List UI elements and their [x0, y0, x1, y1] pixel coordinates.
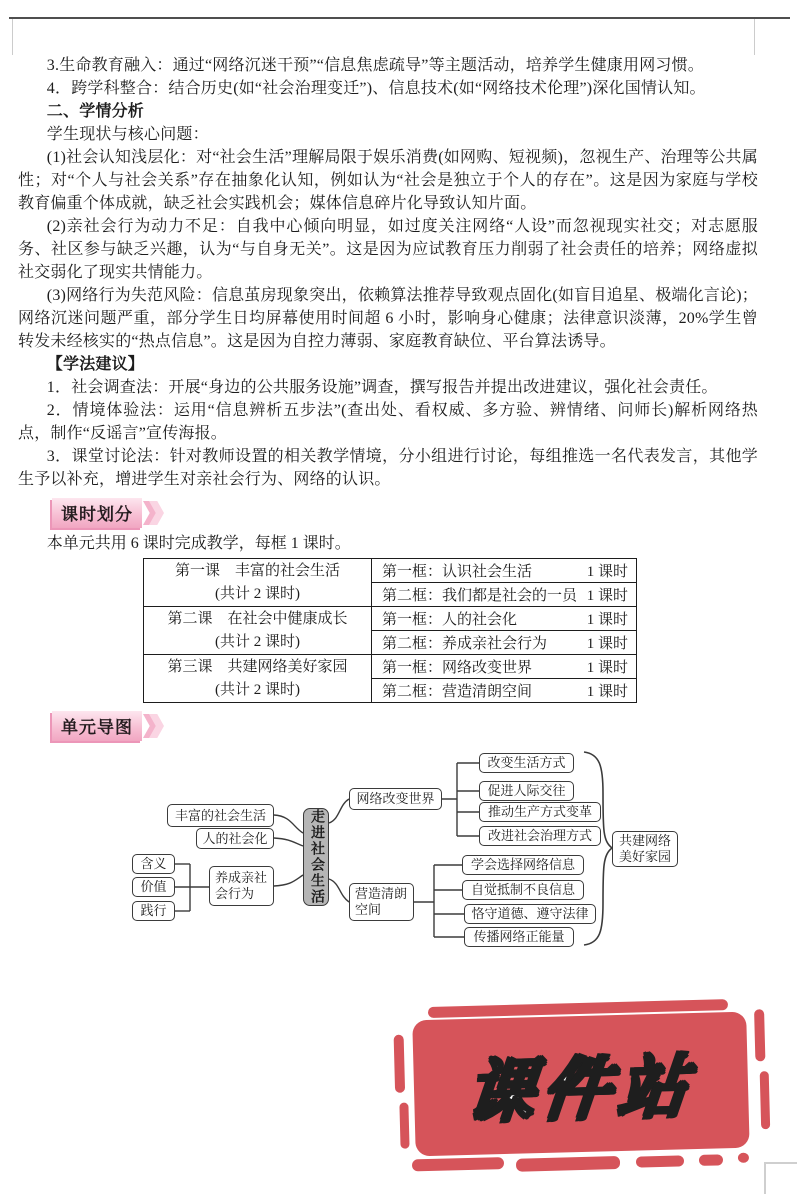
course-title: 第一课 丰富的社会生活: [174, 562, 340, 579]
frame-cell: [372, 607, 637, 631]
stamp-brush-stroke: [754, 1009, 765, 1061]
connector-curve: [274, 815, 303, 833]
frame-name: 第一框：认识社会生活: [382, 564, 533, 580]
stamp-brush-stroke: [412, 1157, 504, 1171]
stamp-brush-stroke: [760, 1071, 771, 1129]
stamp-brush-stroke: [516, 1156, 620, 1172]
node-morals-and-law: 恪守道德、遵守法律: [464, 904, 596, 924]
paragraph: 4．跨学科整合：结合历史(如“社会治理变迁”)、信息技术(如“网络技术伦理”)深化国情认知。: [46, 80, 706, 97]
course-title: 第二课 在社会中健康成长: [167, 610, 348, 627]
frame-hours: 1 课时: [586, 684, 628, 700]
courseware-stamp: [390, 997, 772, 1175]
frame-cell: [372, 583, 637, 607]
node-internet-changes-world: 网络改变世界: [349, 788, 442, 810]
node-choose-information: 学会选择网络信息: [462, 855, 584, 875]
stamp-brush-stroke: [394, 1035, 406, 1093]
node-rich-social-life: 丰富的社会生活: [167, 804, 274, 827]
node-clean-cyberspace: 营造清朗空间: [349, 883, 414, 921]
schedule-badge: [52, 499, 164, 527]
body-text: [18, 54, 758, 491]
node-value: 价值: [132, 877, 175, 897]
paragraph: 2．情境体验法：运用“信息辨析五步法”(查出处、看权威、多方验、辨情绪、问师长)解析网络热点，制作“反谣言”宣传海报。: [18, 402, 758, 442]
page-top-rule: [9, 17, 790, 19]
node-production-reform: 推动生产方式变革: [479, 802, 601, 822]
paragraph: (2)亲社会行为动力不足：自我中心倾向明显，如过度关注网络“人设”而忽视现实社交；对志愿服务、社区参与缺乏兴趣，认为“与自身无关”。这是因为应试教育压力削弱了社会责任的培养；网络虚拟社交弱化了现实共情能力。: [18, 218, 758, 281]
node-prosocial-behavior: 养成亲社会行为: [209, 866, 274, 906]
connector-line: [442, 763, 479, 836]
frame-hours: 1 课时: [586, 636, 628, 652]
frame-hours: 1 课时: [586, 660, 628, 676]
stamp-background: [412, 1012, 749, 1157]
paragraph: 3．课堂讨论法：针对教师设置的相关教学情境，分小组进行讨论，每组推选一名代表发言，其他学生予以补充，增进学生对亲社会行为、网络的认识。: [18, 448, 758, 488]
paragraph: 学生现状与核心问题：: [46, 126, 209, 143]
stamp-brush-stroke: [636, 1155, 684, 1167]
frame-name: 第一框：网络改变世界: [382, 660, 533, 676]
schedule-table: [143, 558, 637, 703]
schedule-intro: 本单元共用 6 课时完成教学，每框 1 课时。: [46, 535, 351, 552]
connector-curve: [274, 838, 303, 846]
node-build-better-cyber-home: 共建网络美好家园: [612, 831, 678, 867]
unit-map-badge: [52, 712, 164, 740]
course-cell: [144, 559, 372, 607]
node-resist-bad-info: 自觉抵制不良信息: [462, 880, 584, 900]
unit-mind-map: [95, 745, 720, 957]
frame-cell: [372, 679, 637, 703]
course-cell: [144, 655, 372, 703]
paragraph: (1)社会认知浅层化：对“社会生活”理解局限于娱乐消费(如网购、短视频)，忽视生产、治理等公共属性；对“个人与社会关系”存在抽象化认知，例如认为“社会是独立于个人的存在”。这是因为家庭与学校教育偏重个体成就，缺乏社会实践机会；媒体信息碎片化导致认知片面。: [18, 149, 758, 212]
unit-map-badge-label: 单元导图: [52, 711, 142, 741]
table-row: [144, 559, 637, 583]
table-row: [144, 655, 637, 679]
course-note: (共计 2 课时): [215, 585, 300, 602]
stamp-brush-stroke: [699, 1154, 723, 1166]
frame-name: 第二框：养成亲社会行为: [382, 636, 548, 652]
node-meaning: 含义: [132, 854, 175, 874]
frame-name: 第一框：人的社会化: [382, 612, 518, 628]
course-note: (共计 2 课时): [215, 681, 300, 698]
page-edge-right: [754, 19, 755, 55]
node-center-entering-social-life: 走进社会生活: [303, 808, 329, 906]
frame-cell: [372, 559, 637, 583]
stamp-brush-stroke: [738, 1153, 749, 1163]
text-boundary-corner: [764, 1162, 797, 1194]
paragraph: 1．社会调查法：开展“身边的公共服务设施”调查，撰写报告并提出改进建议，强化社会责任。: [46, 379, 718, 396]
frame-hours: 1 课时: [586, 564, 628, 580]
subsection-heading: 【学法建议】: [46, 356, 144, 373]
node-promote-interaction: 促进人际交往: [479, 781, 574, 801]
connector-line: [414, 865, 464, 937]
table-row: [144, 607, 637, 631]
frame-cell: [372, 655, 637, 679]
stamp-brush-stroke: [399, 1103, 409, 1149]
schedule-badge-label: 课时划分: [52, 498, 142, 528]
node-practice: 践行: [132, 901, 175, 921]
paragraph: (3)网络行为失范风险：信息茧房现象突出，依赖算法推荐导致观点固化(如盲目追星、极端化言论)；网络沉迷问题严重，部分学生日均屏幕使用时间超 6 小时，影响身心健康；法律意识淡薄，20%学生曾转发未经核实的“热点信息”。这是因为自控力薄弱、家庭教育缺位、平台算法诱导。: [18, 287, 758, 350]
paragraph: 3.生命教育融入：通过“网络沉迷干预”“信息焦虑疏导”等主题活动，培养学生健康用网习惯。: [46, 57, 705, 74]
node-spread-positive-energy: 传播网络正能量: [464, 927, 574, 947]
frame-hours: 1 课时: [586, 588, 628, 604]
course-title: 第三课 共建网络美好家园: [167, 658, 348, 675]
node-change-lifestyle: 改变生活方式: [479, 753, 574, 773]
frame-cell: [372, 631, 637, 655]
page-edge-left: [12, 19, 13, 55]
course-note: (共计 2 课时): [215, 633, 300, 650]
node-improve-governance: 改进社会治理方式: [479, 826, 601, 846]
frame-name: 第二框：营造清朗空间: [382, 684, 533, 700]
connector-curve: [274, 875, 303, 886]
section-heading: 二、学情分析: [46, 103, 144, 120]
connector-curve: [329, 879, 349, 902]
stamp-text: 课件站: [462, 1048, 699, 1131]
connector-curve: [329, 799, 349, 823]
course-cell: [144, 607, 372, 655]
frame-hours: 1 课时: [586, 612, 628, 628]
frame-name: 第二框：我们都是社会的一员: [382, 588, 578, 604]
node-socialization: 人的社会化: [196, 828, 274, 849]
